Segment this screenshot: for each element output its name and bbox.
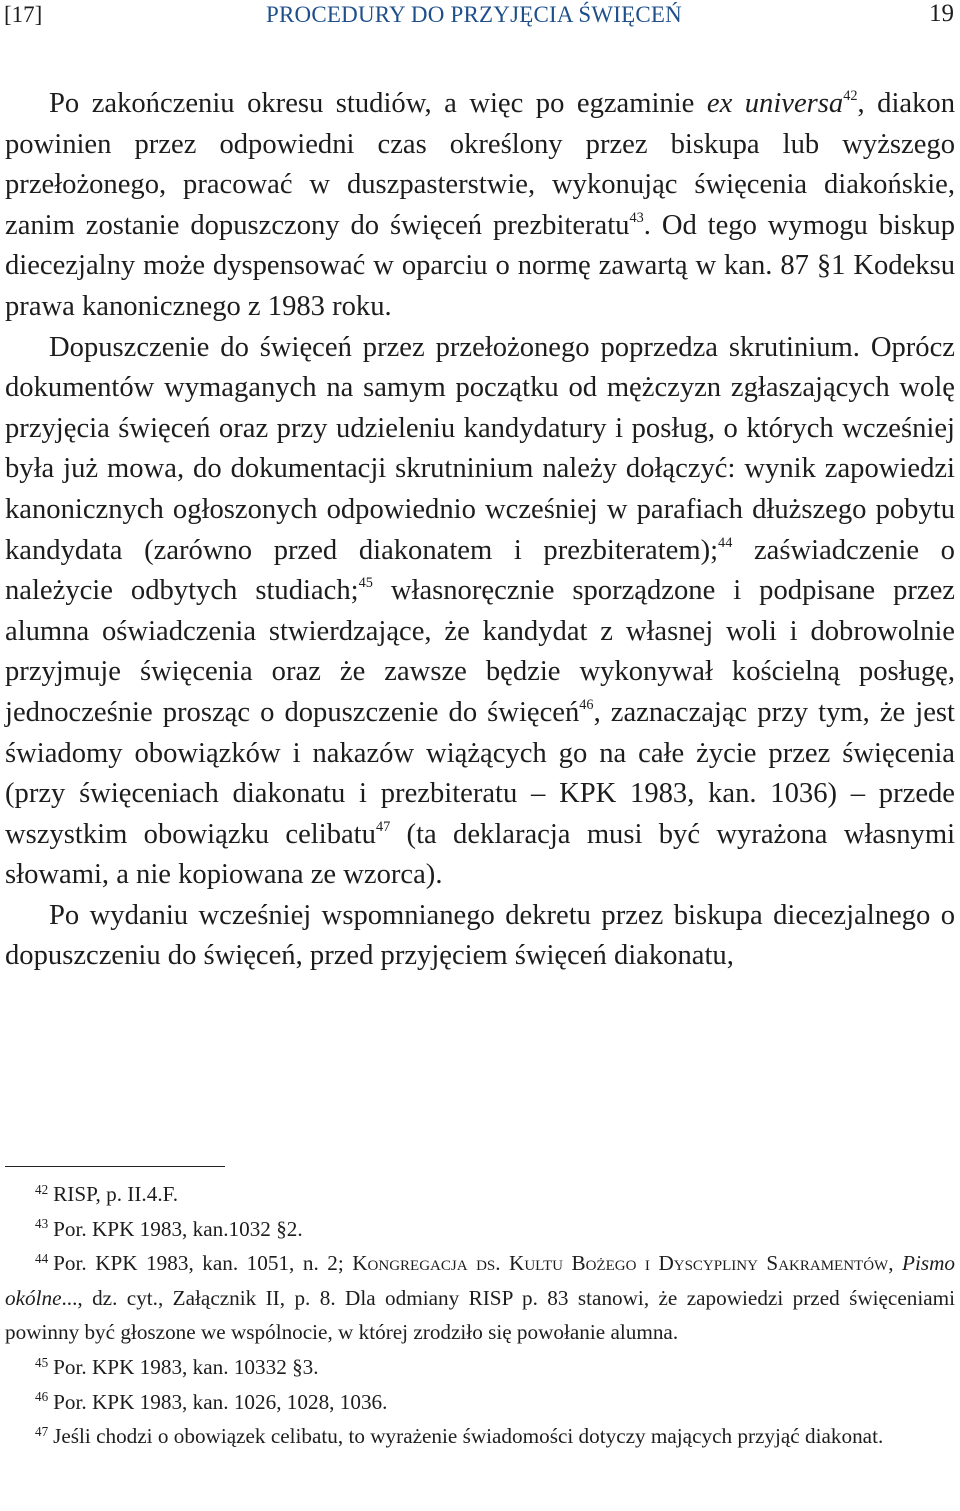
footnote-ref-45: 45 xyxy=(358,574,373,591)
footnote-number: 47 xyxy=(35,1423,49,1439)
footnote-ref-42: 42 xyxy=(843,87,858,104)
footnote-43 xyxy=(5,1212,955,1247)
institution-name: Kongregacja ds. Kultu Bożego i Dyscypliny Sakramentów xyxy=(352,1251,889,1276)
footnote-number: 42 xyxy=(35,1181,49,1197)
paragraph-3 xyxy=(5,896,955,977)
paragraph-1 xyxy=(5,84,955,328)
text-run: własnoręcznie sporządzone i podpisane przez alumna oświadczenia stwierdzające, że kandydat z własnej woli i dobrowolnie przyjmuje święcenia oraz że zawsze będzie wykonywał kościelną posługę, jednocześnie prosząc o dopuszczenie do święceń xyxy=(5,575,955,728)
text-run: Dopuszczenie do święceń przez przełożonego poprzedza skrutinium. Oprócz dokumentów wymaganych na samym początku od mężczyzn zgłaszających wolę przyjęcia święceń oraz przy udzieleniu kandydatury i posług, o których wcześniej była już mowa, do dokumentacji skrutninium należy dołączyć: wynik zapowiedzi kanonicznych ogłoszonych odpowiednio wcześniej w parafiach dłuższego pobytu kandydata (zarówno przed diakonatem i prezbiteratem); xyxy=(5,331,955,566)
footnote-number: 43 xyxy=(35,1216,49,1232)
text-run: zaświadczenie o należycie odbytych studiach; xyxy=(5,534,955,607)
footnotes xyxy=(5,1177,955,1454)
footnote-ref-43: 43 xyxy=(629,209,644,226)
footnote-text: , xyxy=(888,1251,903,1276)
footnote-text: Por. KPK 1983, kan.1032 §2. xyxy=(53,1216,303,1241)
paragraph-2 xyxy=(5,328,955,896)
footnote-text: Por. KPK 1983, kan. 1051, n. 2; xyxy=(53,1251,353,1276)
footnote-46 xyxy=(5,1385,955,1420)
footnote-number: 44 xyxy=(35,1250,49,1266)
footnote-number: 46 xyxy=(35,1389,49,1405)
text-run: . Od tego wymogu biskup diecezjalny może dyspensować w oparciu o normę zawartą w kan. 87 §1 Kodeksu prawa kanonicznego z 1983 roku. xyxy=(5,209,955,322)
italic-term: ex universa xyxy=(706,88,844,119)
main-text xyxy=(5,84,955,977)
footnote-text: Por. KPK 1983, kan. 1026, 1028, 1036. xyxy=(53,1389,388,1414)
text-run: Po zakończeniu okresu studiów, a więc po egzaminie xyxy=(49,88,707,119)
footnote-text: Por. KPK 1983, kan. 10332 §3. xyxy=(53,1354,319,1379)
text-run: , zaznaczając przy tym, że jest świadomy obowiązków i nakazów wiążących go na całe życie przez święcenia (przy święceniach diakonatu i prezbiteratu – KPK 1983, kan. 1036) – przede wszystkim obowiązku celibatu xyxy=(5,696,955,850)
text-run: , diakon powinien przez odpowiedni czas określony przez biskupa lub wyższego przełożonego, pracować w duszpasterstwie, wykonując święcenia diakońskie, zanim zostanie dopuszczony do święceń prezbiteratu xyxy=(5,88,955,241)
footnote-47 xyxy=(5,1419,955,1454)
chapter-tag: [17] xyxy=(4,2,43,27)
page-number: 19 xyxy=(929,0,954,27)
footnote-ref-46: 46 xyxy=(579,696,594,713)
footnote-text: Jeśli chodzi o obowiązek celibatu, to wyrażenie świadomości dotyczy mających przyjąć diakonat. xyxy=(53,1424,884,1449)
footnote-45 xyxy=(5,1350,955,1385)
italic-title: Pismo okólne xyxy=(5,1251,955,1310)
footnote-42 xyxy=(5,1177,955,1212)
footnote-number: 45 xyxy=(35,1354,49,1370)
footnote-44 xyxy=(5,1246,955,1350)
page-header xyxy=(4,0,954,36)
footnote-text: RISP, p. II.4.F. xyxy=(53,1182,178,1206)
footnote-text: ..., dz. cyt., Załącznik II, p. 8. Dla odmiany RISP p. 83 stanowi, że zapowiedzi przed święceniami powinny być głoszone we wspólnocie, w której zrodziło się powołanie alumna. xyxy=(5,1285,955,1345)
text-run: (ta deklaracja musi być wyrażona własnymi słowami, a nie kopiowana ze wzorca). xyxy=(5,818,956,891)
footnote-separator xyxy=(5,1166,225,1167)
footnote-ref-47: 47 xyxy=(375,818,391,835)
footnote-ref-44: 44 xyxy=(718,534,733,551)
text-run: Po wydaniu wcześniej wspomnianego dekretu przez biskupa diecezjalnego o dopuszczeniu do święceń, przed przyjęciem święceń diakonatu, xyxy=(5,899,955,972)
running-title: PROCEDURY DO PRZYJĘCIA ŚWIĘCEŃ xyxy=(266,2,682,27)
